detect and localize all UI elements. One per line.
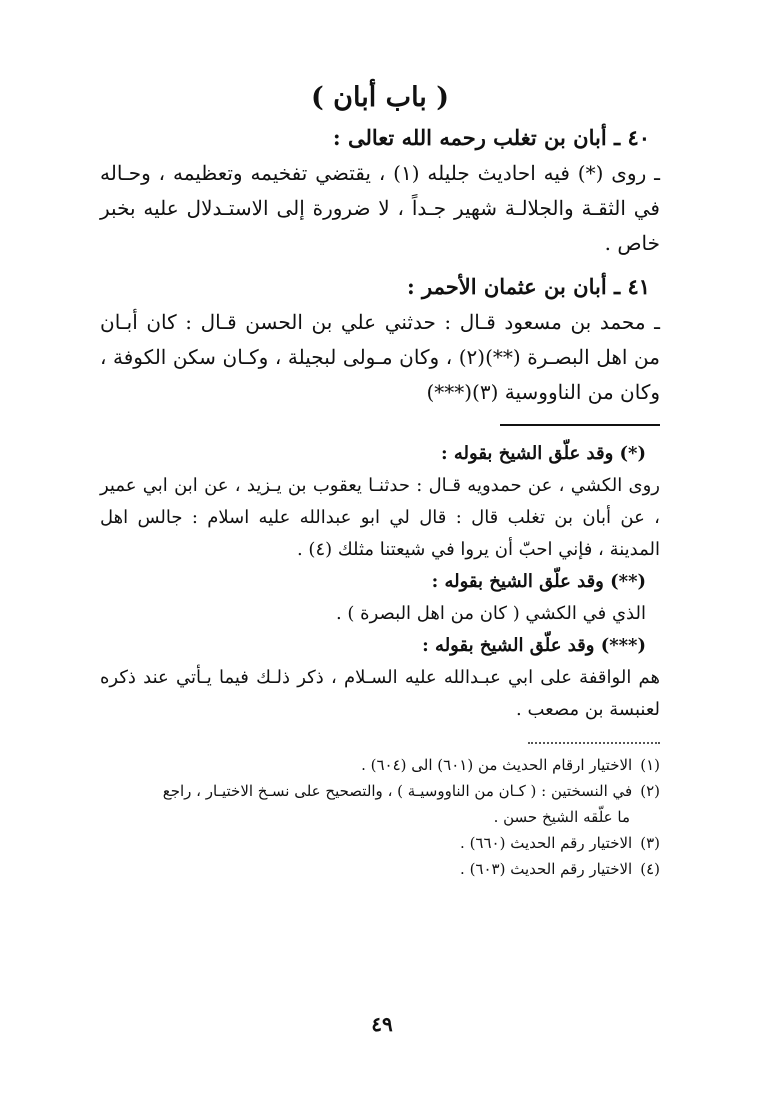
footnote-number: (٢) — [640, 782, 660, 800]
entry-41 — [100, 269, 660, 410]
footnote-text: الاختيار رقم الحديث (٦٦٠) . — [460, 834, 633, 852]
footnote-item — [100, 778, 660, 804]
entry-text: ـ محمد بن مسعود قـال : حدثني علي بن الحسن قـال : كان أبـان من اهل البصـرة (**)(٢) ، وكان مـولى لبجيلة ، وكـان سكن الكوفة ، وكان من الناووسية (٣)(***) — [100, 310, 660, 404]
footnote-continuation: ما علّقه الشيخ حسن . — [493, 808, 630, 826]
footnote-item — [100, 752, 660, 778]
separator-rule — [500, 424, 660, 426]
comment-heading: (**) وقد علّق الشيخ بقوله : — [431, 571, 646, 592]
entry-heading: ٤٠ ـ أبان بن تغلب رحمه الله تعالى : — [332, 125, 650, 150]
footnote-number: (١) — [640, 756, 660, 774]
page-body — [100, 78, 660, 882]
comment-2 — [100, 566, 660, 630]
footnote-text: الاختيار ارقام الحديث من (٦٠١) الى (٦٠٤) . — [361, 756, 633, 774]
comment-1 — [100, 438, 660, 566]
comment-3 — [100, 630, 660, 726]
comment-heading: (***) وقد علّق الشيخ بقوله : — [422, 635, 646, 656]
chapter-title: ( باب أبان ) — [311, 82, 449, 113]
footnote-separator — [528, 742, 660, 744]
footnote-number: (٣) — [640, 834, 660, 852]
comment-heading: (*) وقد علّق الشيخ بقوله : — [440, 443, 646, 464]
comment-text: روى الكشي ، عن حمدويه قـال : حدثنـا يعقوب بن يـزيد ، عن ابن ابي عمير ، عن أبان بن تغلب قال : قال لي ابو عبدالله عليه اسلام : جالس اهل المدينة ، فإني احبّ أن يروا في شيعتنا مثلك (٤) . — [100, 475, 660, 560]
entry-40 — [100, 120, 660, 261]
comment-text: الذي في الكشي ( كان من اهل البصرة ) . — [335, 603, 646, 624]
footnote-text: في النسختين : ( كـان من الناووسيـة ) ، والتصحيح على نسـخ الاختيـار ، راجع — [162, 782, 633, 800]
footnote-text: الاختيار رقم الحديث (٦٠٣) . — [460, 860, 633, 878]
comment-text: هم الواقفة على ابي عبـدالله عليه السـلام ، ذكر ذلـك فيما يـأتي عند ذكره لعنبسة بن مصعب . — [100, 667, 660, 720]
entry-text: ـ روى (*) فيه احاديث جليله (١) ، يقتضي تفخيمه وتعظيمه ، وحـاله في الثقـة والجلالـة شهير جـداً ، لا ضرورة إلى الاستـدلال عليه بخبر خاص . — [100, 161, 660, 255]
footnotes — [100, 752, 660, 882]
entry-heading: ٤١ ـ أبان بن عثمان الأحمر : — [406, 274, 650, 299]
footnote-item — [100, 856, 660, 882]
footnote-number: (٤) — [640, 860, 660, 878]
page-number: ٤٩ — [371, 1012, 393, 1036]
footnote-item — [100, 830, 660, 856]
